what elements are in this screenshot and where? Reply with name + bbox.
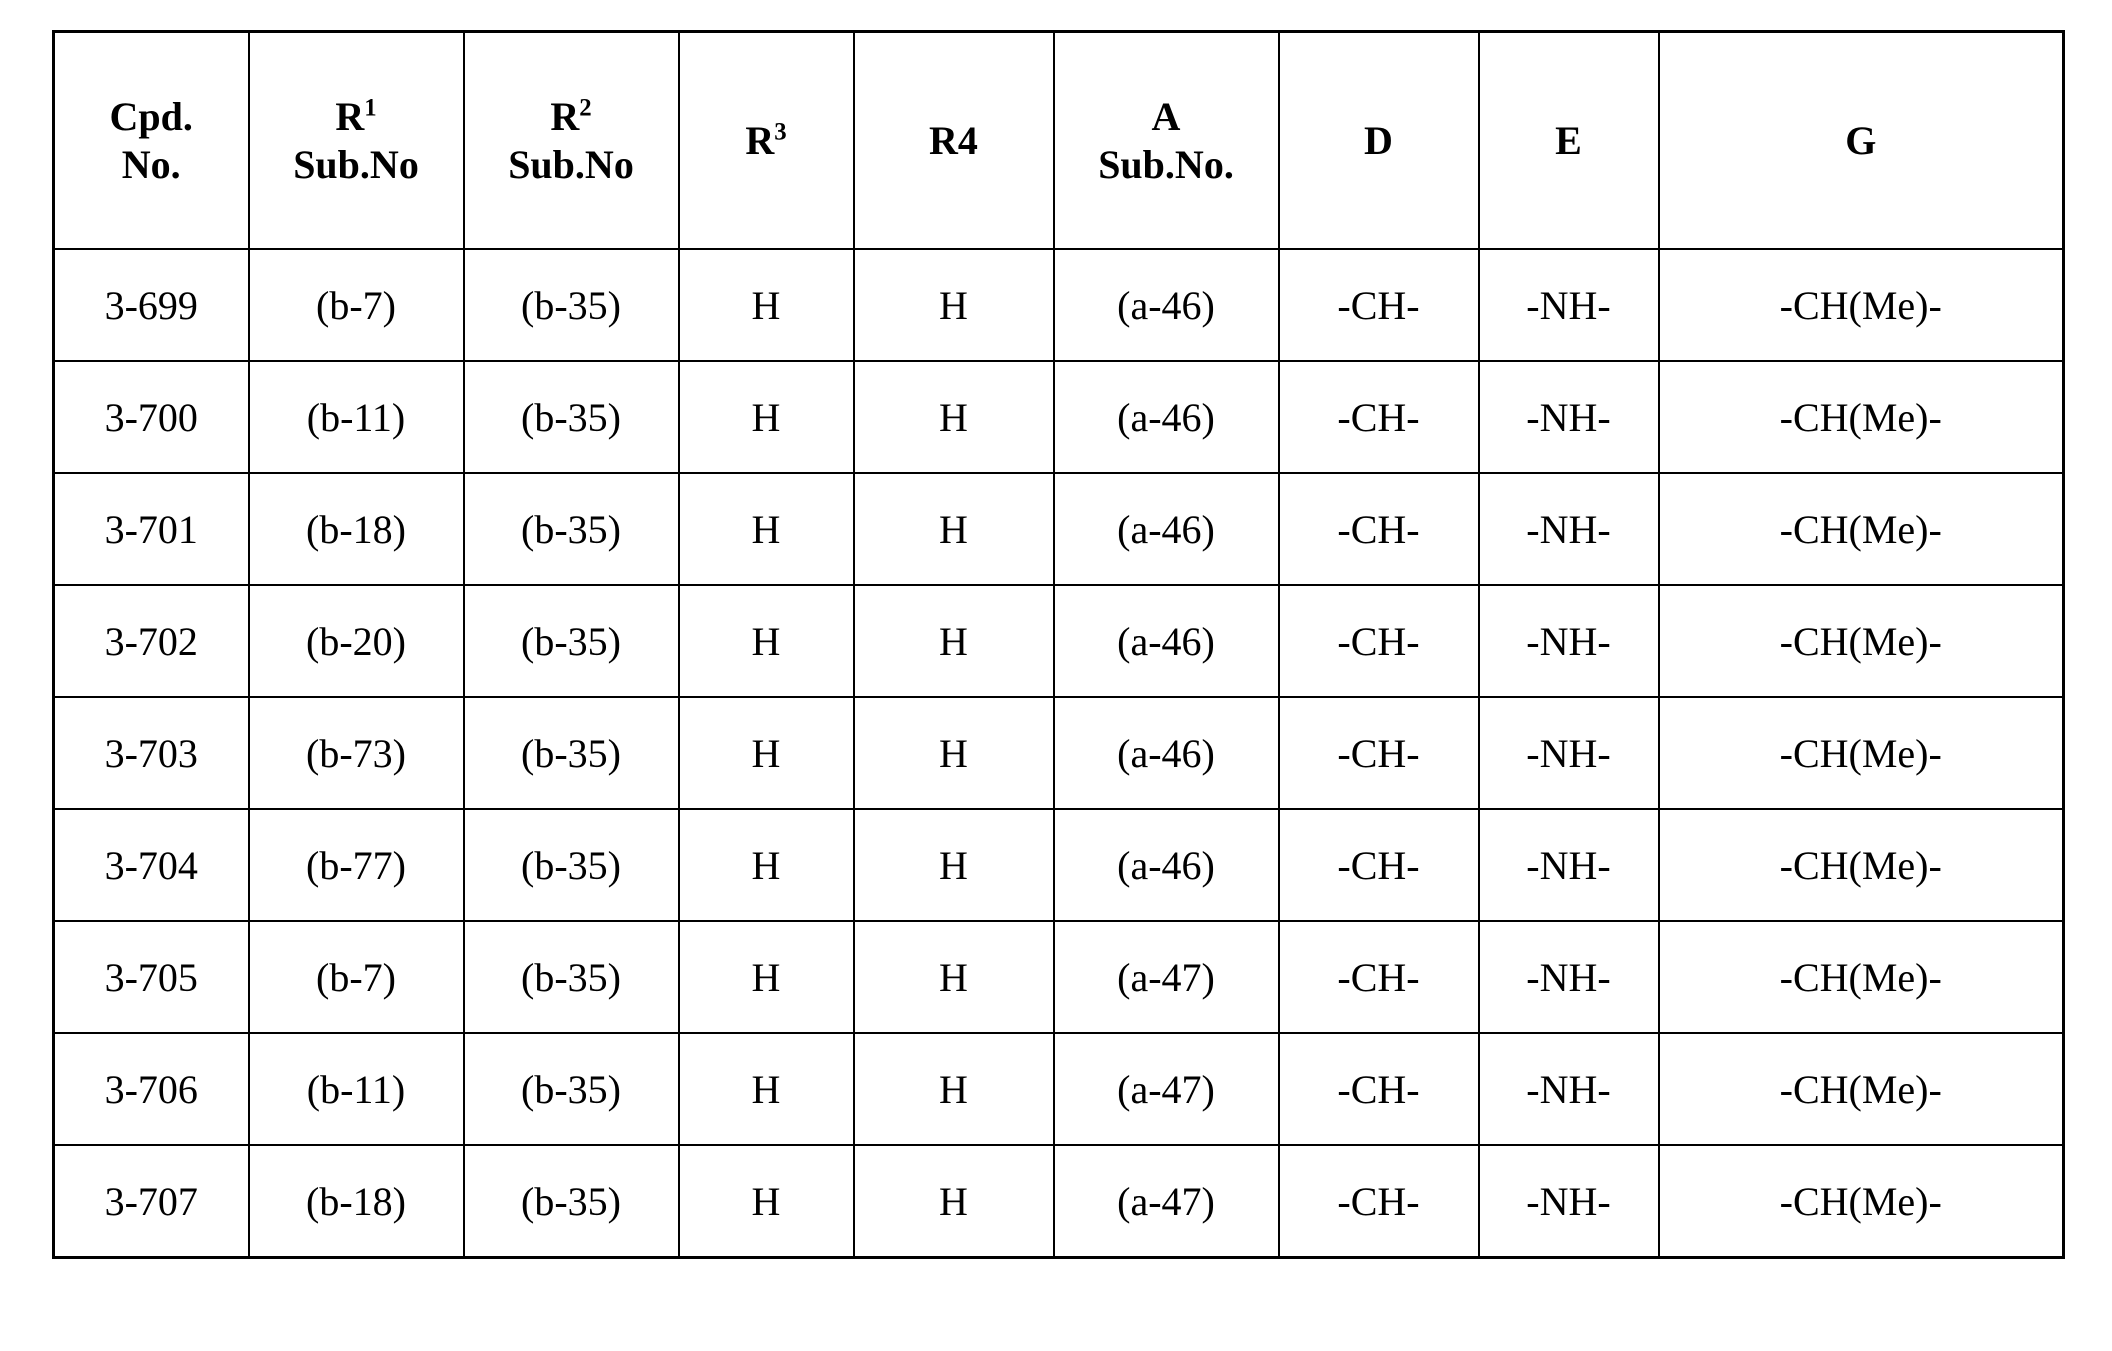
cell-g: -CH(Me)- bbox=[1659, 809, 2064, 921]
cell-r4: H bbox=[854, 1033, 1054, 1145]
cell-d: -CH- bbox=[1279, 697, 1479, 809]
header-line: R4 bbox=[929, 117, 978, 163]
cell-d: -CH- bbox=[1279, 473, 1479, 585]
cell-a: (a-46) bbox=[1054, 361, 1279, 473]
table-row bbox=[54, 585, 2064, 697]
column-header-r1 bbox=[249, 32, 464, 250]
cell-a: (a-47) bbox=[1054, 1145, 1279, 1258]
header-line: No. bbox=[121, 141, 181, 187]
table-row bbox=[54, 361, 2064, 473]
cell-cpd-no: 3-703 bbox=[54, 697, 249, 809]
header-row bbox=[54, 32, 2064, 250]
table-row bbox=[54, 249, 2064, 361]
cell-r4: H bbox=[854, 249, 1054, 361]
cell-r1: (b-18) bbox=[249, 1145, 464, 1258]
cell-a: (a-47) bbox=[1054, 1033, 1279, 1145]
table-row bbox=[54, 1033, 2064, 1145]
cell-d: -CH- bbox=[1279, 585, 1479, 697]
column-header-g bbox=[1659, 32, 2064, 250]
cell-r3: H bbox=[679, 585, 854, 697]
cell-e: -NH- bbox=[1479, 361, 1659, 473]
cell-r2: (b-35) bbox=[464, 1033, 679, 1145]
header-line: $R^3$ bbox=[745, 117, 787, 163]
cell-a: (a-46) bbox=[1054, 249, 1279, 361]
cell-g: -CH(Me)- bbox=[1659, 249, 2064, 361]
cell-r3: H bbox=[679, 809, 854, 921]
header-line: Sub.No bbox=[293, 141, 419, 187]
cell-r1: (b-20) bbox=[249, 585, 464, 697]
cell-r3: H bbox=[679, 249, 854, 361]
cell-r1: (b-18) bbox=[249, 473, 464, 585]
cell-e: -NH- bbox=[1479, 249, 1659, 361]
cell-a: (a-46) bbox=[1054, 809, 1279, 921]
cell-r3: H bbox=[679, 1033, 854, 1145]
header-line: A bbox=[1151, 94, 1181, 140]
compound-substituent-table bbox=[52, 30, 2065, 1259]
cell-r2: (b-35) bbox=[464, 921, 679, 1033]
cell-r2: (b-35) bbox=[464, 473, 679, 585]
cell-a: (a-47) bbox=[1054, 921, 1279, 1033]
cell-g: -CH(Me)- bbox=[1659, 361, 2064, 473]
superscript-1: 1 bbox=[364, 94, 377, 122]
column-header-r4 bbox=[854, 32, 1054, 250]
table-row bbox=[54, 697, 2064, 809]
cell-r4: H bbox=[854, 921, 1054, 1033]
cell-d: -CH- bbox=[1279, 1145, 1479, 1258]
cell-g: -CH(Me)- bbox=[1659, 1145, 2064, 1258]
table-row bbox=[54, 473, 2064, 585]
cell-r1: (b-73) bbox=[249, 697, 464, 809]
cell-g: -CH(Me)- bbox=[1659, 473, 2064, 585]
cell-cpd-no: 3-705 bbox=[54, 921, 249, 1033]
cell-g: -CH(Me)- bbox=[1659, 585, 2064, 697]
header-line: Cpd. bbox=[109, 94, 193, 140]
cell-e: -NH- bbox=[1479, 1145, 1659, 1258]
header-line: D bbox=[1364, 117, 1393, 163]
cell-r1: (b-11) bbox=[249, 361, 464, 473]
cell-d: -CH- bbox=[1279, 921, 1479, 1033]
cell-r2: (b-35) bbox=[464, 1145, 679, 1258]
header-line: Sub.No. bbox=[1098, 141, 1234, 187]
cell-r2: (b-35) bbox=[464, 361, 679, 473]
cell-r4: H bbox=[854, 473, 1054, 585]
cell-e: -NH- bbox=[1479, 1033, 1659, 1145]
cell-r4: H bbox=[854, 585, 1054, 697]
cell-cpd-no: 3-707 bbox=[54, 1145, 249, 1258]
cell-r2: (b-35) bbox=[464, 697, 679, 809]
cell-r2: (b-35) bbox=[464, 809, 679, 921]
cell-a: (a-46) bbox=[1054, 585, 1279, 697]
header-line: E bbox=[1555, 117, 1582, 163]
cell-e: -NH- bbox=[1479, 585, 1659, 697]
cell-d: -CH- bbox=[1279, 1033, 1479, 1145]
table-row bbox=[54, 1145, 2064, 1258]
cell-e: -NH- bbox=[1479, 473, 1659, 585]
cell-cpd-no: 3-706 bbox=[54, 1033, 249, 1145]
cell-r3: H bbox=[679, 473, 854, 585]
header-line: Sub.No bbox=[508, 141, 634, 187]
column-header-e bbox=[1479, 32, 1659, 250]
header-line: G bbox=[1845, 117, 1877, 163]
cell-a: (a-46) bbox=[1054, 697, 1279, 809]
column-header-r3 bbox=[679, 32, 854, 250]
cell-g: -CH(Me)- bbox=[1659, 1033, 2064, 1145]
table-body bbox=[54, 249, 2064, 1258]
cell-r2: (b-35) bbox=[464, 585, 679, 697]
cell-r4: H bbox=[854, 1145, 1054, 1258]
cell-r4: H bbox=[854, 697, 1054, 809]
cell-r1: (b-77) bbox=[249, 809, 464, 921]
column-header-d bbox=[1279, 32, 1479, 250]
cell-r4: H bbox=[854, 809, 1054, 921]
cell-r3: H bbox=[679, 697, 854, 809]
cell-e: -NH- bbox=[1479, 921, 1659, 1033]
cell-d: -CH- bbox=[1279, 809, 1479, 921]
header-line: $R^2$ bbox=[550, 94, 592, 140]
cell-e: -NH- bbox=[1479, 809, 1659, 921]
superscript-3: 3 bbox=[774, 118, 787, 146]
table-row bbox=[54, 809, 2064, 921]
cell-a: (a-46) bbox=[1054, 473, 1279, 585]
cell-cpd-no: 3-704 bbox=[54, 809, 249, 921]
header-line: $R^1$ bbox=[335, 94, 377, 140]
cell-r1: (b-7) bbox=[249, 249, 464, 361]
cell-g: -CH(Me)- bbox=[1659, 921, 2064, 1033]
cell-cpd-no: 3-701 bbox=[54, 473, 249, 585]
cell-cpd-no: 3-702 bbox=[54, 585, 249, 697]
cell-r4: H bbox=[854, 361, 1054, 473]
cell-d: -CH- bbox=[1279, 249, 1479, 361]
cell-r3: H bbox=[679, 1145, 854, 1258]
cell-g: -CH(Me)- bbox=[1659, 697, 2064, 809]
cell-r1: (b-11) bbox=[249, 1033, 464, 1145]
cell-cpd-no: 3-699 bbox=[54, 249, 249, 361]
cell-cpd-no: 3-700 bbox=[54, 361, 249, 473]
table-header bbox=[54, 32, 2064, 250]
superscript-2: 2 bbox=[579, 94, 592, 122]
column-header-a bbox=[1054, 32, 1279, 250]
cell-d: -CH- bbox=[1279, 361, 1479, 473]
cell-e: -NH- bbox=[1479, 697, 1659, 809]
column-header-r2 bbox=[464, 32, 679, 250]
table-row bbox=[54, 921, 2064, 1033]
column-header-cpd-no bbox=[54, 32, 249, 250]
cell-r3: H bbox=[679, 921, 854, 1033]
cell-r1: (b-7) bbox=[249, 921, 464, 1033]
cell-r3: H bbox=[679, 361, 854, 473]
cell-r2: (b-35) bbox=[464, 249, 679, 361]
